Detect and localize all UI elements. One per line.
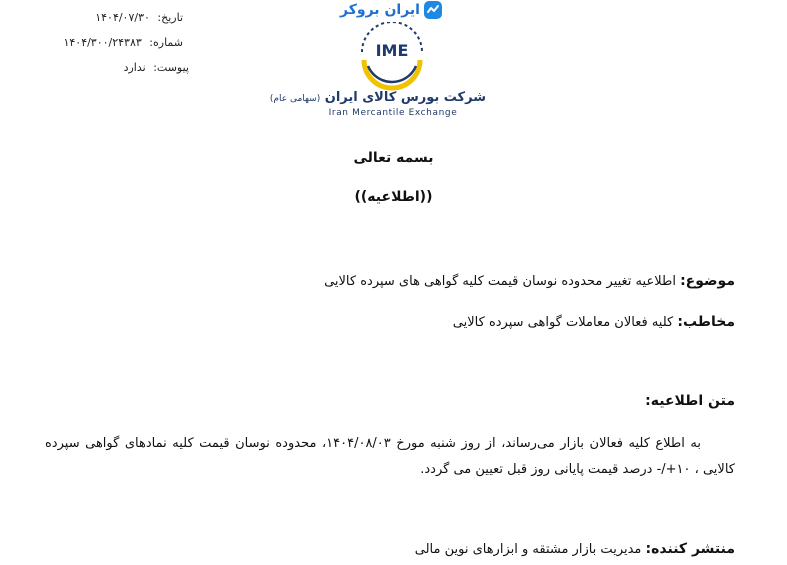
subject-label: موضوع: (680, 273, 735, 289)
publisher-label: منتشر کننده: (645, 541, 735, 557)
number-value: ۱۴۰۴/۳۰۰/۲۴۳۸۳ (63, 36, 142, 49)
attachment-value: ندارد (123, 61, 146, 74)
company-type: (سهامی عام) (269, 94, 321, 104)
meta-attachment (124, 61, 189, 74)
brand-header (339, 0, 443, 20)
audience-value: کلیه فعالان معاملات گواهی سپرده کالایی (452, 315, 674, 330)
company-name-fa (269, 90, 486, 105)
audience-line (453, 314, 735, 330)
meta-number (63, 36, 183, 49)
ime-logo (352, 22, 432, 92)
company-name-text: شرکت بورس کالای ایران (324, 90, 486, 105)
brand-name: ایران بروکر (340, 2, 420, 18)
logo-text: IME (375, 41, 409, 60)
audience-label: مخاطب: (677, 314, 735, 330)
publisher-value: مدیریت بازار مشتقه و ابزارهای نوین مالی (414, 542, 642, 557)
body-heading: متن اطلاعیه: (645, 393, 735, 409)
attachment-label: پیوست: (153, 61, 189, 74)
number-label: شماره: (149, 36, 183, 49)
document-title: ((اطلاعیه)) (354, 189, 433, 205)
meta-date (95, 11, 183, 24)
publisher-line (415, 541, 735, 557)
brand-logo-icon (424, 1, 442, 19)
date-label: تاریخ: (157, 11, 183, 24)
body-heading-line (645, 393, 735, 409)
subject-value: اطلاعیه تغییر محدوده نوسان قیمت کلیه گواهی های سپرده کالایی (324, 274, 676, 289)
date-value: ۱۴۰۴/۰۷/۳۰ (95, 11, 150, 24)
body-text (45, 431, 735, 483)
invocation: بسمه تعالی (353, 150, 434, 166)
company-name-en: Iran Mercantile Exchange (328, 108, 458, 118)
subject-line (324, 273, 735, 289)
body-paragraph: به اطلاع کلیه فعالان بازار می‌رساند، از روز شنبه مورخ ۱۴۰۴/۰۸/۰۳، محدوده نوسان قیمت کلیه نمادهای گواهی سپرده کالایی ، ۱۰+/- درصد قیمت پایانی روز قبل تعیین می گردد. (45, 436, 735, 477)
